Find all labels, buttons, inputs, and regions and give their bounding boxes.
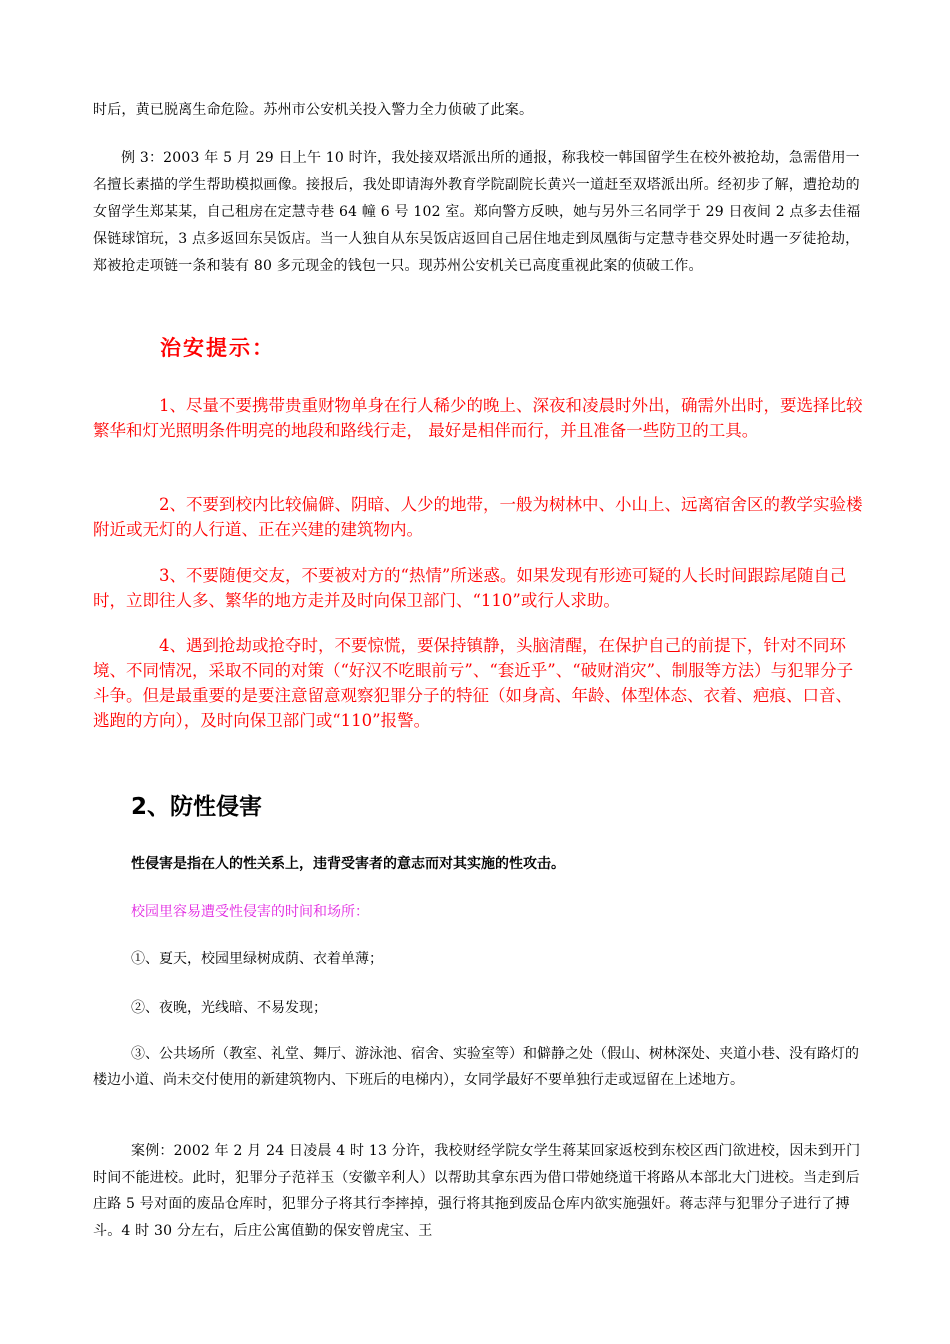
safety-tip-1: 1、尽量不要携带贵重财物单身在行人稀少的晚上、深夜和凌晨时外出，确需外出时，要选择比较繁华和灯光照明条件明亮的地段和路线行走， 最好是相伴而行，并且准备一些防卫的工具。 (93, 396, 863, 440)
safety-tip-2: 2、不要到校内比较偏僻、阴暗、人少的地带，一般为树林中、小山上、远离宿舍区的教学实验楼附近或无灯的人行道、正在兴建的建筑物内。 (93, 495, 863, 539)
section-heading-sexual-assault: 2、防性侵害 (131, 794, 263, 820)
paragraph-continuation: 时后，黄已脱离生命危险。苏州市公安机关投入警力全力侦破了此案。 (93, 102, 534, 118)
safety-tip-4: 4、遇到抢劫或抢夺时，不要惊慌，要保持镇静，头脑清醒，在保护自己的前提下，针对不同环境、不同情况，采取不同的对策（“好汉不吃眼前亏”、“套近乎”、“破财消灾”、制服等方法）与犯罪分子斗争。但是最重要的是要注意留意观察犯罪分子的特征（如身高、年龄、体型体态、衣着、疤痕、口音、逃跑的方向），及时向保卫部门或“110”报警。 (93, 636, 854, 730)
safety-tips-heading: 治安提示： (160, 336, 275, 360)
safety-tip-3: 3、不要随便交友，不要被对方的“热情”所迷惑。如果发现有形迹可疑的人长时间跟踪尾随自己时，立即往人多、繁华的地方走并及时向保卫部门、“110”或行人求助。 (93, 566, 847, 610)
list-item-night: ②、夜晚，光线暗、不易发现； (131, 1000, 327, 1016)
definition-text: 性侵害是指在人的性关系上，违背受害者的意志而对其实施的性攻击。 (131, 856, 565, 872)
list-item-public-places: ③、公共场所（教室、礼堂、舞厅、游泳池、宿舍、实验室等）和僻静之处（假山、树林深处、夹道小巷、没有路灯的楼边小道、尚未交付使用的新建筑物内、下班后的电梯内），女同学最好不要单独行走或逗留在上述地方。 (93, 1046, 859, 1088)
list-item-summer: ①、夏天，校园里绿树成荫、衣着单薄； (131, 951, 383, 967)
risk-times-subheading: 校园里容易遭受性侵害的时间和场所： (131, 904, 369, 920)
paragraph-case-3: 例 3：2003 年 5 月 29 日上午 10 时许，我处接双塔派出所的通报，称我校一韩国留学生在校外被抢劫，急需借用一名擅长素描的学生帮助模拟画像。接报后，我处即请海外教育学院副院长黄兴一道赶至双塔派出所。经初步了解，遭抢劫的女留学生郑某某，自己租房在定慧寺巷 64 幢 6 号 102 室。郑向警方反映，她与另外三名同学于 29 日夜间 2 点多去佳福保链球馆玩，3 点多返回东吴饭店。当一人独自从东吴饭店返回自己居住地走到凤凰街与定慧寺巷交界处时遇一歹徒抢劫，郑被抢走项链一条和装有 80 多元现金的钱包一只。现苏州公安机关已高度重视此案的侦破工作。 (93, 150, 861, 274)
paragraph-case-2002: 案例：2002 年 2 月 24 日凌晨 4 时 13 分许，我校财经学院女学生蒋某回家返校到东校区西门欲进校，因未到开门时间不能进校。此时，犯罪分子范祥玉（安徽辛利人）以帮助其拿东西为借口带她绕道干将路从本部北大门进校。当走到后庄路 5 号对面的废品仓库时，犯罪分子将其行李摔掉，强行将其拖到废品仓库内欲实施强奸。蒋志萍与犯罪分子进行了搏斗。4 时 30 分左右，后庄公寓值勤的保安曾虎宝、王 (93, 1143, 861, 1239)
